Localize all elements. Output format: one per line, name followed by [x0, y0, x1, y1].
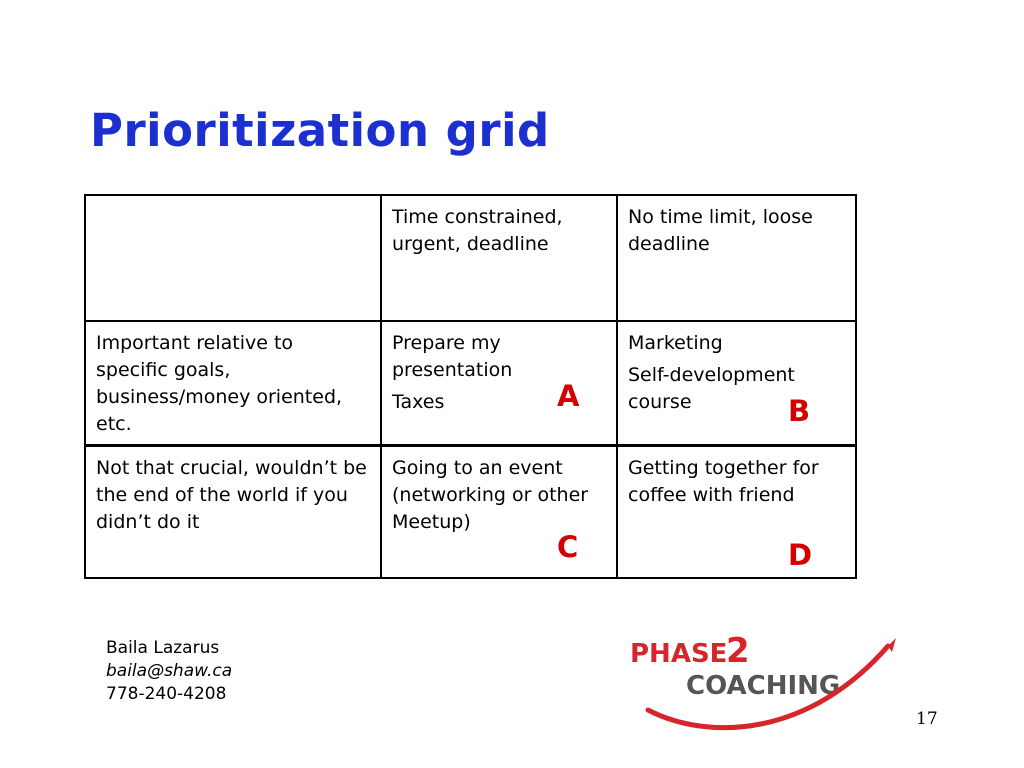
quadrant-d-item: Getting together for coffee with friend — [628, 457, 819, 506]
slide-title: Prioritization grid — [90, 104, 550, 157]
grid-row-important — [85, 321, 856, 446]
prioritization-grid — [84, 194, 857, 579]
logo-swoosh-tip — [888, 638, 896, 652]
quadrant-c-cell — [381, 446, 617, 579]
contact-name: Baila Lazarus — [106, 638, 220, 658]
row-label-not-crucial: Not that crucial, wouldn’t be the end of the world if you didn’t do it — [85, 446, 381, 579]
page-number: 17 — [916, 709, 938, 729]
quadrant-letter-d: D — [788, 538, 813, 572]
logo-coaching-text: COACHING — [686, 671, 841, 701]
quadrant-b-item: Marketing — [628, 332, 723, 354]
quadrant-b-cell — [617, 321, 856, 446]
grid-header-not-urgent: No time limit, loose deadline — [617, 195, 856, 321]
grid-corner-cell — [85, 195, 381, 321]
grid-row-not-crucial — [85, 446, 856, 579]
quadrant-letter-c: C — [557, 530, 579, 564]
quadrant-c-item: Going to an event (networking or other Meetup) — [392, 457, 589, 533]
quadrant-b-item: Self-development course — [628, 364, 795, 413]
contact-phone: 778-240-4208 — [106, 684, 227, 704]
quadrant-letter-b: B — [788, 394, 811, 428]
phase2-coaching-logo — [620, 618, 910, 738]
quadrant-a-item: Taxes — [392, 391, 445, 413]
contact-block — [106, 637, 232, 706]
quadrant-a-cell — [381, 321, 617, 446]
quadrant-a-item: Prepare my presentation — [392, 332, 513, 381]
row-label-important: Important relative to specific goals, business/money oriented, etc. — [85, 321, 381, 446]
quadrant-letter-a: A — [557, 379, 580, 413]
quadrant-d-cell — [617, 446, 856, 579]
grid-header-row — [85, 195, 856, 321]
logo-number-text: 2 — [726, 631, 750, 671]
contact-email: baila@shaw.ca — [106, 661, 233, 681]
grid-header-urgent: Time constrained, urgent, deadline — [381, 195, 617, 321]
logo-phase-text: PHASE — [630, 639, 728, 669]
